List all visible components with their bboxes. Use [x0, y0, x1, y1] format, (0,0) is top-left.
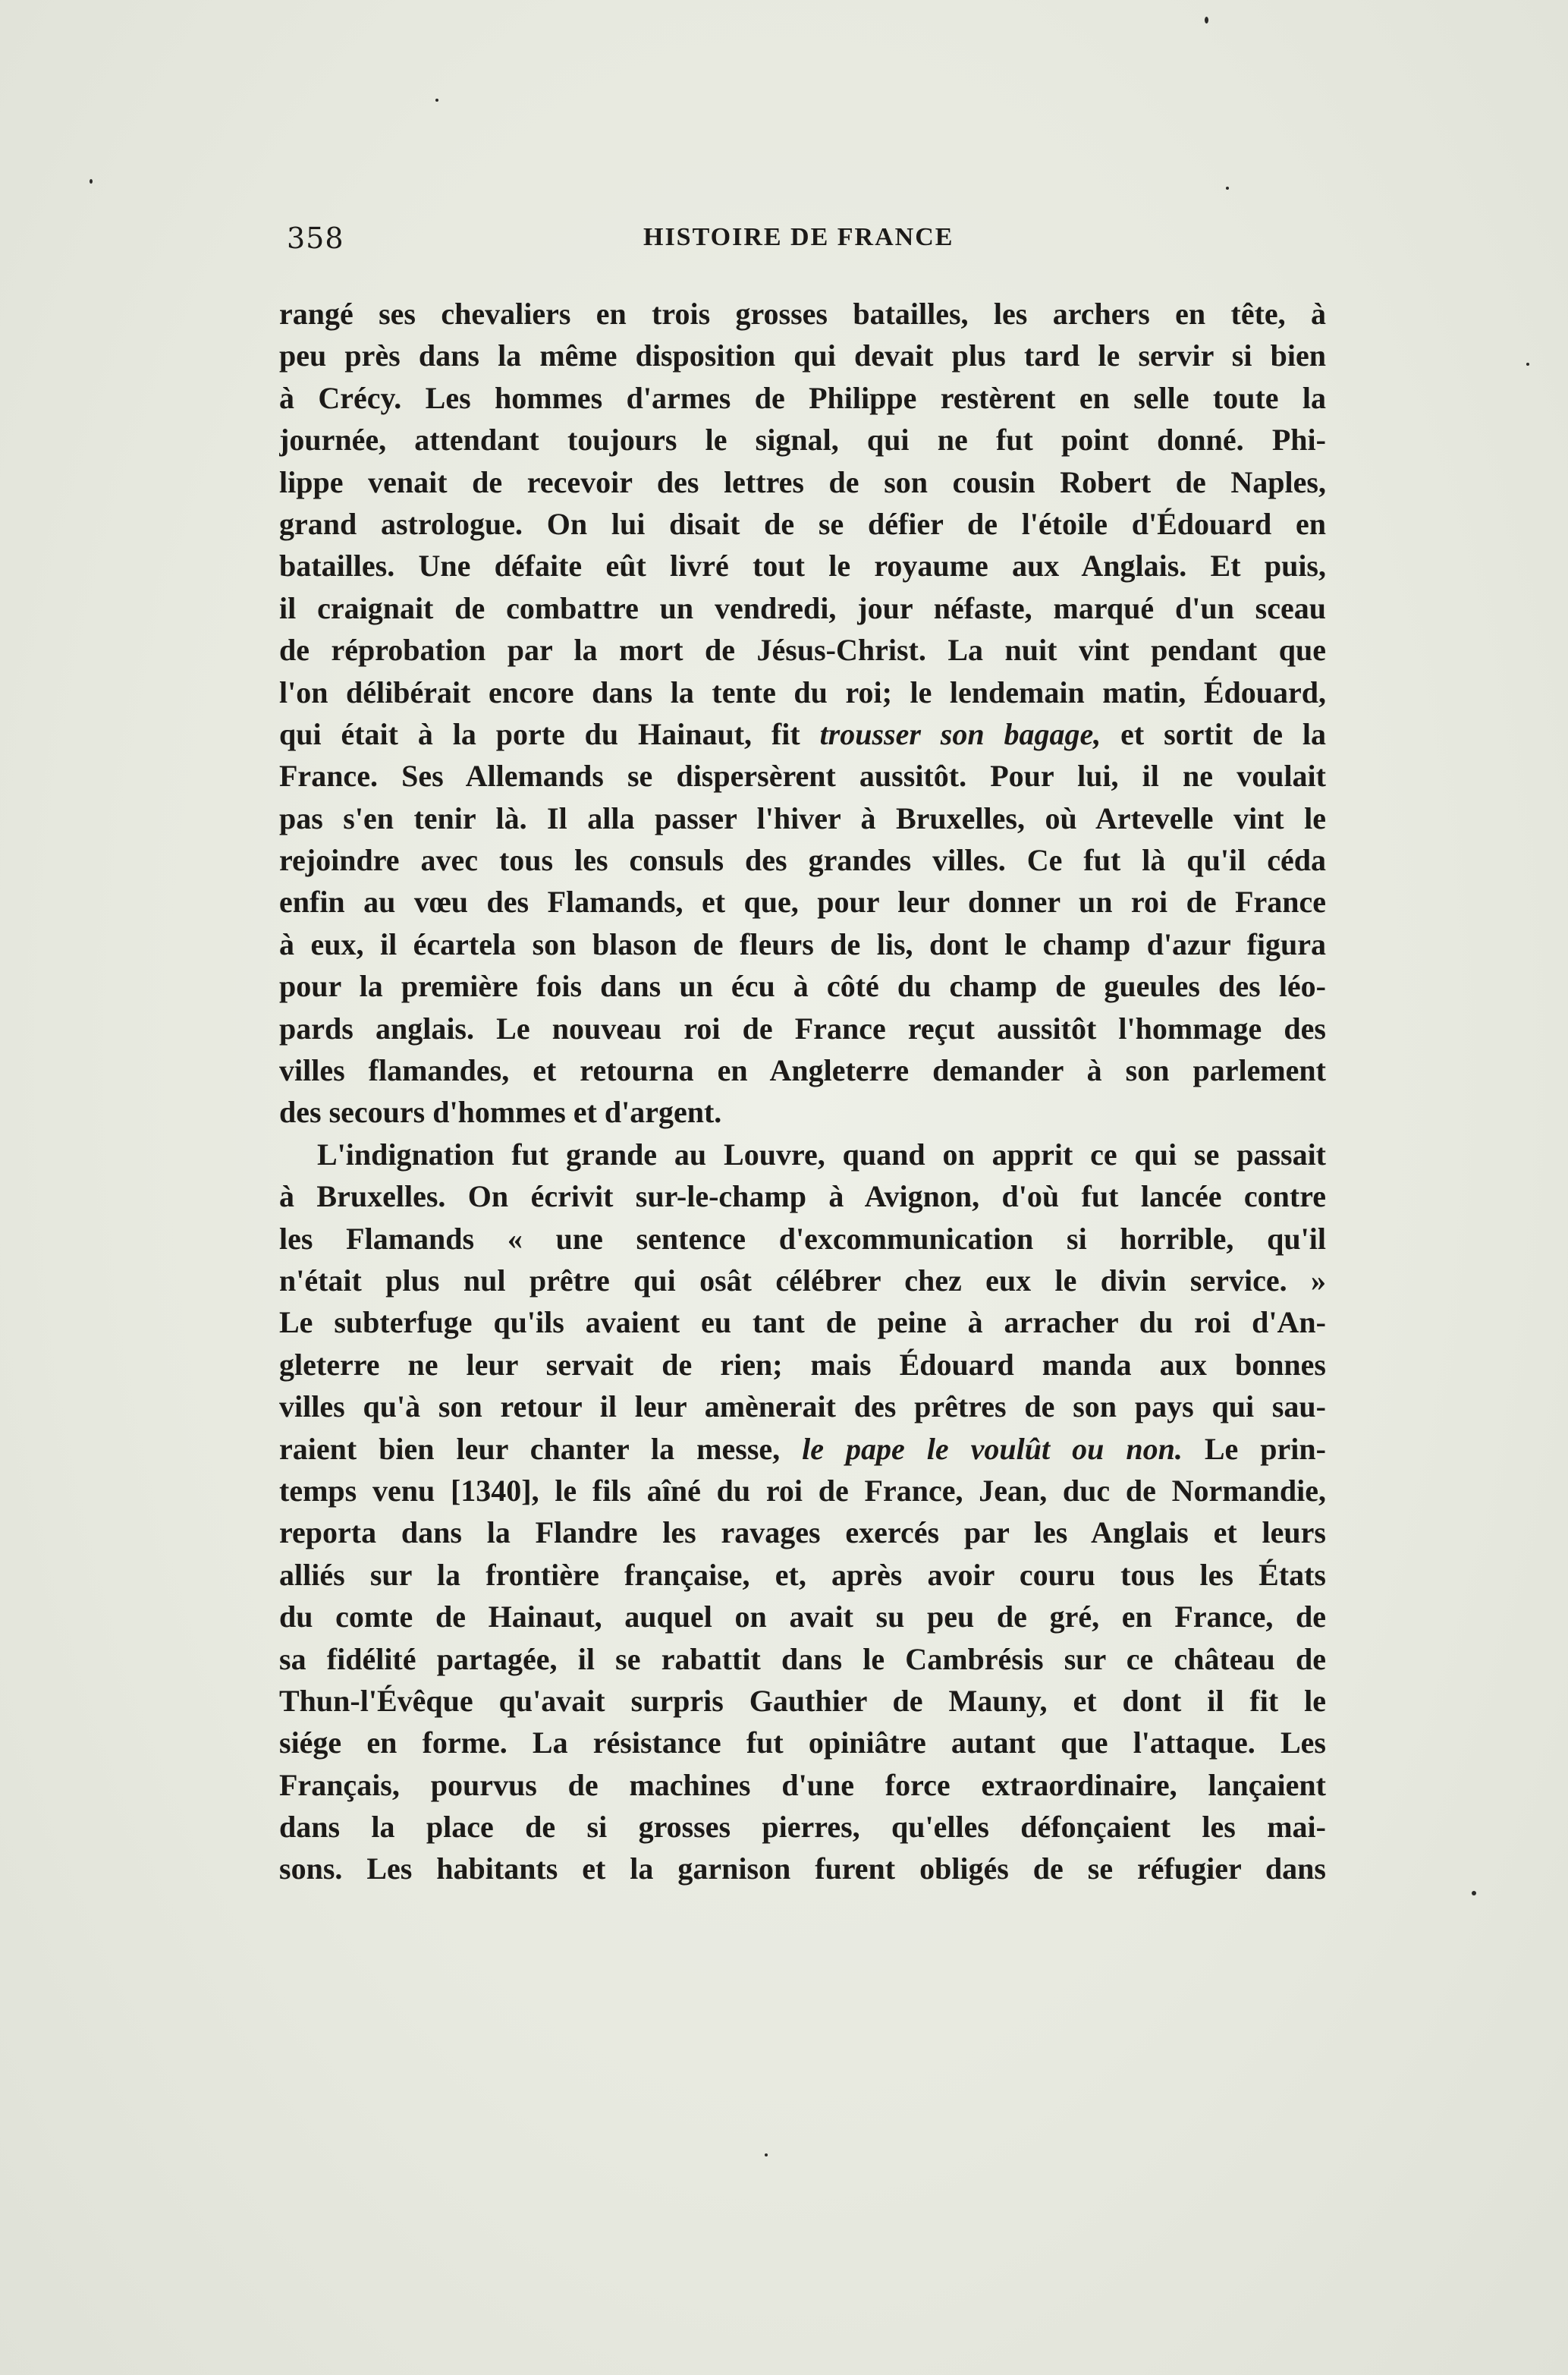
text-line: batailles. Une défaite eût livré tout le royaume aux Anglais. Et puis, — [279, 549, 1326, 584]
text-line: enfin au vœu des Flamands, et que, pour leur donner un roi de France — [279, 885, 1326, 920]
text-segment: qui était à la porte du Hainaut, fit — [279, 716, 820, 751]
text-line: reporta dans la Flandre les ravages exercés par les Anglais et leurs — [279, 1515, 1326, 1550]
paragraph-end-line: des secours d'hommes et d'argent. — [279, 1095, 722, 1130]
text-line: dans la place de si grosses pierres, qu'elles défonçaient les mai- — [279, 1810, 1326, 1845]
text-line: Thun-l'Évêque qu'avait surpris Gauthier de Mauny, et dont il fit le — [279, 1683, 1326, 1718]
text-line: de réprobation par la mort de Jésus-Christ. La nuit vint pendant que — [279, 633, 1326, 668]
italic-phrase: trousser son bagage, — [819, 716, 1101, 751]
text-line: à Crécy. Les hommes d'armes de Philippe restèrent en selle toute la — [279, 380, 1326, 415]
text-line: il craignait de combattre un vendredi, jour néfaste, marqué d'un sceau — [279, 590, 1326, 625]
text-line: lippe venait de recevoir des lettres de son cousin Robert de Naples, — [279, 464, 1326, 499]
text-line: sons. Les habitants et la garnison furent obligés de se réfugier dans — [279, 1851, 1326, 1886]
text-line-with-italic — [279, 1428, 1326, 1470]
running-title: HISTOIRE DE FRANCE — [643, 223, 954, 251]
text-line: France. Ses Allemands se dispersèrent aussitôt. Pour lui, il ne voulait — [279, 759, 1326, 794]
text-line: peu près dans la même disposition qui devait plus tard le servir si bien — [279, 338, 1326, 373]
text-line: villes qu'à son retour il leur amènerait des prêtres de son pays qui sau- — [279, 1389, 1326, 1424]
paragraph-start-line: L'indignation fut grande au Louvre, quand on apprit ce qui se passait — [317, 1137, 1326, 1172]
italic-phrase: le pape le voulût ou non. — [802, 1431, 1183, 1466]
body-text — [279, 293, 1326, 1890]
text-line: gleterre ne leur servait de rien; mais Édouard manda aux bonnes — [279, 1347, 1326, 1382]
text-line: alliés sur la frontière française, et, après avoir couru tous les États — [279, 1557, 1326, 1592]
text-line: temps venu [1340], le fils aîné du roi de France, Jean, duc de Normandie, — [279, 1473, 1326, 1508]
text-segment: et sortit de la — [1101, 716, 1326, 751]
text-segment: Le prin- — [1182, 1431, 1326, 1466]
text-line: Le subterfuge qu'ils avaient eu tant de peine à arracher du roi d'An- — [279, 1305, 1326, 1340]
ink-speck — [1526, 363, 1529, 366]
ink-speck — [765, 2153, 768, 2156]
text-line: grand astrologue. On lui disait de se défier de l'étoile d'Édouard en — [279, 506, 1326, 541]
text-line: à eux, il écartela son blason de fleurs de lis, dont le champ d'azur figura — [279, 926, 1326, 961]
ink-speck — [1226, 187, 1229, 190]
text-line: journée, attendant toujours le signal, qui ne fut point donné. Phi- — [279, 423, 1326, 458]
text-line: n'était plus nul prêtre qui osât célébrer chez eux le divin service. » — [279, 1263, 1326, 1298]
text-line: les Flamands « une sentence d'excommunication si horrible, qu'il — [279, 1221, 1326, 1256]
text-line: rangé ses chevaliers en trois grosses batailles, les archers en tête, à — [279, 297, 1326, 331]
text-line: pards anglais. Le nouveau roi de France reçut aussitôt l'hommage des — [279, 1011, 1326, 1046]
ink-speck — [1205, 17, 1208, 24]
text-line: siége en forme. La résistance fut opiniâtre autant que l'attaque. Les — [279, 1725, 1326, 1760]
text-line: Français, pourvus de machines d'une force extraordinaire, lançaient — [279, 1767, 1326, 1802]
ink-speck — [435, 99, 438, 102]
text-line: sa fidélité partagée, il se rabattit dans le Cambrésis sur ce château de — [279, 1641, 1326, 1676]
running-head — [287, 222, 1326, 267]
text-segment: raient bien leur chanter la messe, — [279, 1431, 803, 1466]
text-line: pas s'en tenir là. Il alla passer l'hiver à Bruxelles, où Artevelle vint le — [279, 801, 1326, 835]
text-line-with-italic — [279, 713, 1326, 755]
text-line: villes flamandes, et retourna en Angleterre demander à son parlement — [279, 1053, 1326, 1088]
text-line: pour la première fois dans un écu à côté du champ de gueules des léo- — [279, 969, 1326, 1004]
ink-speck — [90, 179, 93, 184]
text-line: rejoindre avec tous les consuls des grandes villes. Ce fut là qu'il céda — [279, 843, 1326, 878]
text-line: à Bruxelles. On écrivit sur-le-champ à Avignon, d'où fut lancée contre — [279, 1179, 1326, 1214]
text-line: l'on délibérait encore dans la tente du roi; le lendemain matin, Édouard, — [279, 675, 1326, 709]
ink-speck — [1472, 1891, 1476, 1895]
page-number: 358 — [287, 222, 344, 255]
text-line: du comte de Hainaut, auquel on avait su peu de gré, en France, de — [279, 1600, 1326, 1634]
